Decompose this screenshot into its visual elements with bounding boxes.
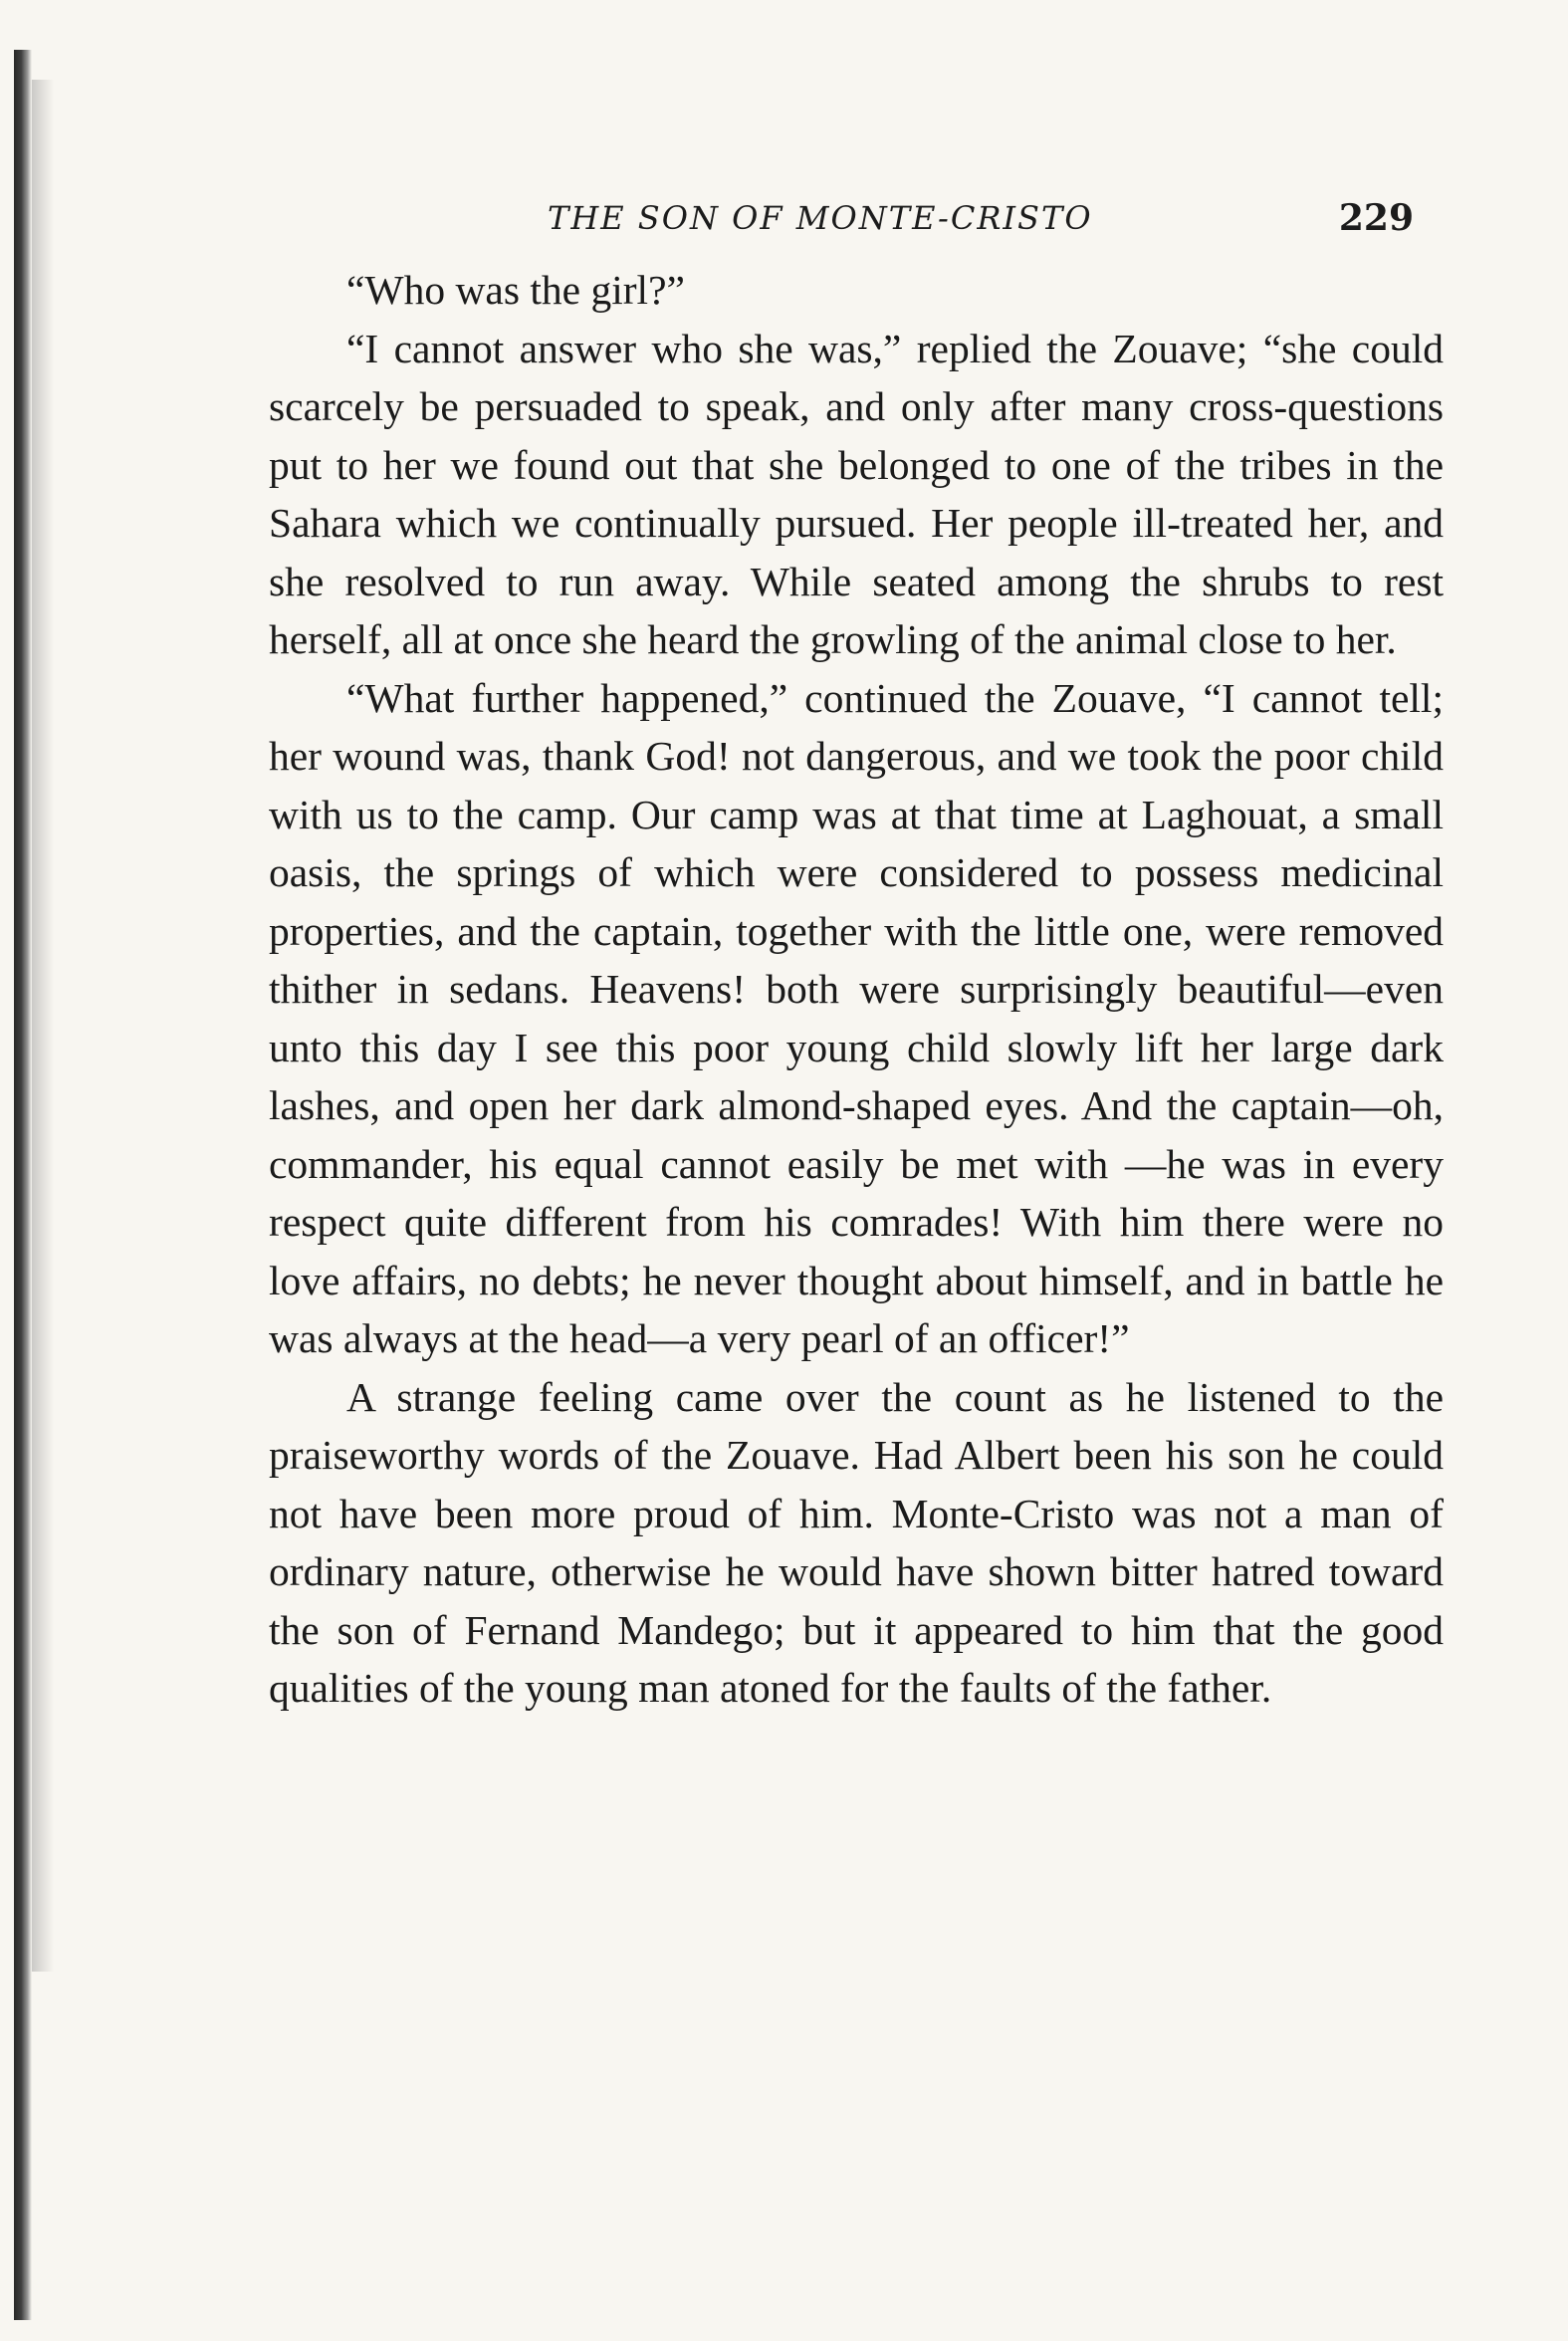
body-text: [269, 261, 1444, 1718]
paragraph-4: A strange feeling came over the count as he listened to the praiseworthy words of the Zouave. Had Albert been his son he could not have been more proud of him. Monte-Cristo was not a man of ordinary nature, otherwise he would have shown bitter hatred toward the son of Fernand Mandego; but it appeared to him that the good qualities of the young man atoned for the faults of the father.: [269, 1373, 1444, 1711]
paragraph-1: “Who was the girl?”: [346, 267, 685, 313]
running-title: THE SON OF MONTE-CRISTO: [548, 199, 1093, 237]
paragraph-2: “I cannot answer who she was,” replied the Zouave; “she could scarcely be persuaded to speak, and only after many cross-questions put to her we found out that she belonged to one of the tribes in the Sahara which we continually pursued. Her people ill-treated her, and she resolved to run away. While seated among the shrubs to rest herself, all at once she heard the growling of the animal close to her.: [269, 325, 1444, 662]
paragraph-3: “What further happened,” continued the Zouave, “I cannot tell; her wound was, thank God! not dangerous, and we took the poor child with us to the camp. Our camp was at that time at Laghouat, a small oasis, the springs of which were considered to possess medicinal properties, and the captain, together with the little one, were removed thither in sedans. Heavens! both were surprisingly beautiful—even unto this day I see this poor young child slowly lift her large dark lashes, and open her dark almond-shaped eyes. And the captain—oh, commander, his equal cannot easily be met with —he was in every respect quite different from his comrades! With him there were no love affairs, no debts; he never thought about himself, and in battle he was always at the head—a very pearl of an officer!”: [269, 674, 1444, 1361]
page-number: 229: [1338, 197, 1414, 239]
binding-shadow: [32, 80, 54, 1972]
book-binding-edge: [14, 50, 32, 2320]
running-head: [279, 197, 1454, 257]
